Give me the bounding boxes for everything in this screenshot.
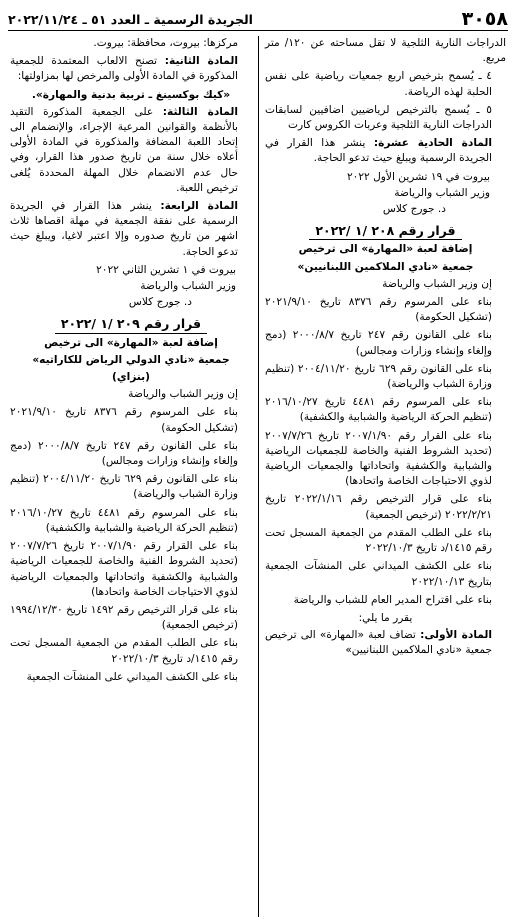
legal-basis: بناء على الطلب المقدم من الجمعية المسجل تحت رقم ١٤١٥/د تاريخ ٢٠٢٢/١٠/٣ [10,637,238,665]
legal-basis: بناء على اقتراح المدير العام للشباب والرياضة [293,593,492,606]
article-text: تصنح الالعاب المعتمدة للجمعية المذكورة في المادة الأولى والمرخص لها بمزاولتها: [10,55,238,83]
decree-number: قرار رقم ٢٠٩ /١ /٢٠٢٢ [55,316,207,333]
legal-basis: بناء على القانون رقم ٦٢٩ تاريخ ٢٠٠٤/١١/٢٠ (تنظيم وزارة الشباب والرياضة) [10,473,238,501]
article-label: المادة الحادية عشرة: [373,137,493,150]
legal-basis: بناء على القانون رقم ٢٤٧ تاريخ ٢٠٠٠/٨/٧ (دمج وإلغاء وإنشاء وزارات ومجالس) [10,439,238,468]
legal-basis: بناء على القانون رقم ٦٢٩ تاريخ ٢٠٠٤/١١/٢٠ (تنظيم وزارة الشباب والرياضة) [265,362,492,391]
legal-basis: بناء على الكشف الميداني على المنشآت الجمعية بتاريخ ٢٠٢٢/١٠/١٣ [265,560,492,588]
paragraph: مركزها: بيروت، محافظة: بيروت. [93,37,238,49]
paragraph: إن وزير الشباب والرياضة [382,277,492,290]
decree-heading [265,223,506,240]
decree-subtitle: جمعية «نادي الملاكمين اللبنانيين» [297,260,474,273]
decree-number: قرار رقم ٢٠٨ /١ /٢٠٢٢ [309,223,461,240]
gazette-issue-title: الجريدة الرسمية ـ العدد ٥١ ـ ٢٠٢٢/١١/٢٤ [8,11,253,27]
decree-heading [10,316,252,333]
minister-title: وزير الشباب والرياضة [394,186,490,199]
minister-name: د. جورج كلاس [128,296,192,309]
legal-basis: بناء على القرار رقم ٢٠٠٧/١/٩٠ تاريخ ٢٠٠٧/٧/٢٦ (تحديد الشروط الفنية والخاصة للجمعيات الرياضية والشبابية والكشفية واتحاداتها والجمعيات الرياضية لذوي الاحتياجات الخاصة واتحادها) [10,540,238,598]
page-number: ٣٠٥٨ [461,8,508,30]
article-label: المادة الرابعة: [160,200,238,213]
legal-basis: بناء على القرار رقم ٢٠٠٧/١/٩٠ تاريخ ٢٠٠٧/٧/٢٦ (تحديد الشروط الفنية والخاصة للجمعيات الرياضية والشبابية والكشفية واتحاداتها والجمعيات الرياضية لذوي الاحتياجات الخاصة واتحادها) [265,429,492,488]
legal-basis: بناء على قرار الترخيص رقم ١٤٩٢ تاريخ ١٩٩٤/١٢/٣٠ (ترخيص الجمعية) [10,603,238,632]
paragraph: الدراجات النارية الثلجية لا تقل مساحته عن ١٢٠/ متر مربع. [265,37,507,65]
legal-basis: بناء على قرار الترخيص رقم ٢٠٢٢/١/١٦ تاريخ ٢٠٢٢/٢/٢١ (ترخيص الجمعية) [265,493,492,521]
page-header [8,8,508,31]
article-paragraph [10,199,252,260]
legal-basis: بناء على الكشف الميداني على المنشآت الجمعية [26,670,238,683]
signature-date: بيروت في ١ تشرين الثاني ٢٠٢٢ [96,263,236,276]
decree-subtitle: جمعية «نادي الدولي الرياض للكاراتيه» [32,353,230,366]
legal-basis: بناء على المرسوم رقم ٤٤٨١ تاريخ ٢٠١٦/١٠/٢٧ (تنظيم الحركة الرياضية والشبابية والكشفية) [265,396,492,424]
decree-location: (بنزاي) [112,371,150,384]
article-paragraph [265,136,506,166]
legal-basis: بناء على المرسوم رقم ٨٣٧٦ تاريخ ٢٠٢١/٩/١٠ (تشكيل الحكومة) [10,406,238,434]
article-label: المادة الثالثة: [162,105,238,118]
article-paragraph [265,628,506,658]
article-paragraph [10,54,252,84]
right-column [258,36,508,917]
left-column [8,36,258,917]
legal-basis: بناء على القانون رقم ٢٤٧ تاريخ ٢٠٠٠/٨/٧ (دمج وإلغاء وإنشاء وزارات ومجالس) [265,329,492,357]
decree-title: إضافة لعبة «المهارة» الى ترخيص [298,243,473,256]
article-label: المادة الأولى: [420,629,493,642]
article-text: ينشر هذا القرار في الجريدة الرسمية على نفقة الجمعية في مهلة اقصاها ثلاث اشهر من تاريخ صدوره وإلا اعتبر لاغيا، ويبلغ حيث تدعو الحاجة. [10,200,238,258]
minister-title: وزير الشباب والرياضة [140,280,236,293]
legal-basis: بناء على الطلب المقدم من الجمعية المسجل تحت رقم ١٤١٥/د تاريخ ٢٠٢٢/١٠/٣ [265,526,492,555]
article-paragraph [10,105,252,196]
legal-basis: بناء على المرسوم رقم ٤٤٨١ تاريخ ٢٠١٦/١٠/٢٧ (تنظيم الحركة الرياضية والشبابية والكشفية) [10,506,238,534]
decree-title: إضافة لعبة «المهارة» الى ترخيص [44,336,218,349]
article-text: ينشر هذا القرار في الجريدة الرسمية ويبلغ حيث تدعو الحاجة. [265,137,492,165]
article-text: تضاف لعبة «المهارة» الى ترخيص جمعية «نادي الملاكمين اللبنانيين» [265,629,492,657]
columns [8,36,508,917]
paragraph: ٤ ـ يُسمح بترخيص اربع جمعيات رياضية على نفس الحلبة لهذه الرياضة. [265,70,492,98]
article-label: المادة الثانية: [164,55,238,68]
games-list: «كيك بوكسينغ ـ تربية بدنية والمهارة». [31,88,231,101]
article-text: على الجمعية المذكورة التقيد بالأنظمة والقوانين المرعية الإجراء، والإنضمام الى إتحاد اللعبة المضافة والمذكورة في المادة الأولى أعلاه خلال سنة من تاريخ صدور هذا القرار، وفي حال عدم الانضمام خلال المهلة المحددة يُلغى ترخيص اللعبة. [10,105,238,194]
signature-date: بيروت في ١٩ تشرين الأول ٢٠٢٢ [346,170,490,183]
legal-basis: بناء على المرسوم رقم ٨٣٧٦ تاريخ ٢٠٢١/٩/١٠ (تشكيل الحكومة) [265,296,492,324]
paragraph: ٥ ـ يُسمح بالترخيص لرياضيين اضافيين لسابقات الدراجات النارية الثلجية وعربات الكروس كارت [265,103,492,132]
decides-line: يقرر ما يلي: [358,611,413,624]
minister-name: د. جورج كلاس [382,203,446,216]
paragraph: إن وزير الشباب والرياضة [128,388,238,401]
